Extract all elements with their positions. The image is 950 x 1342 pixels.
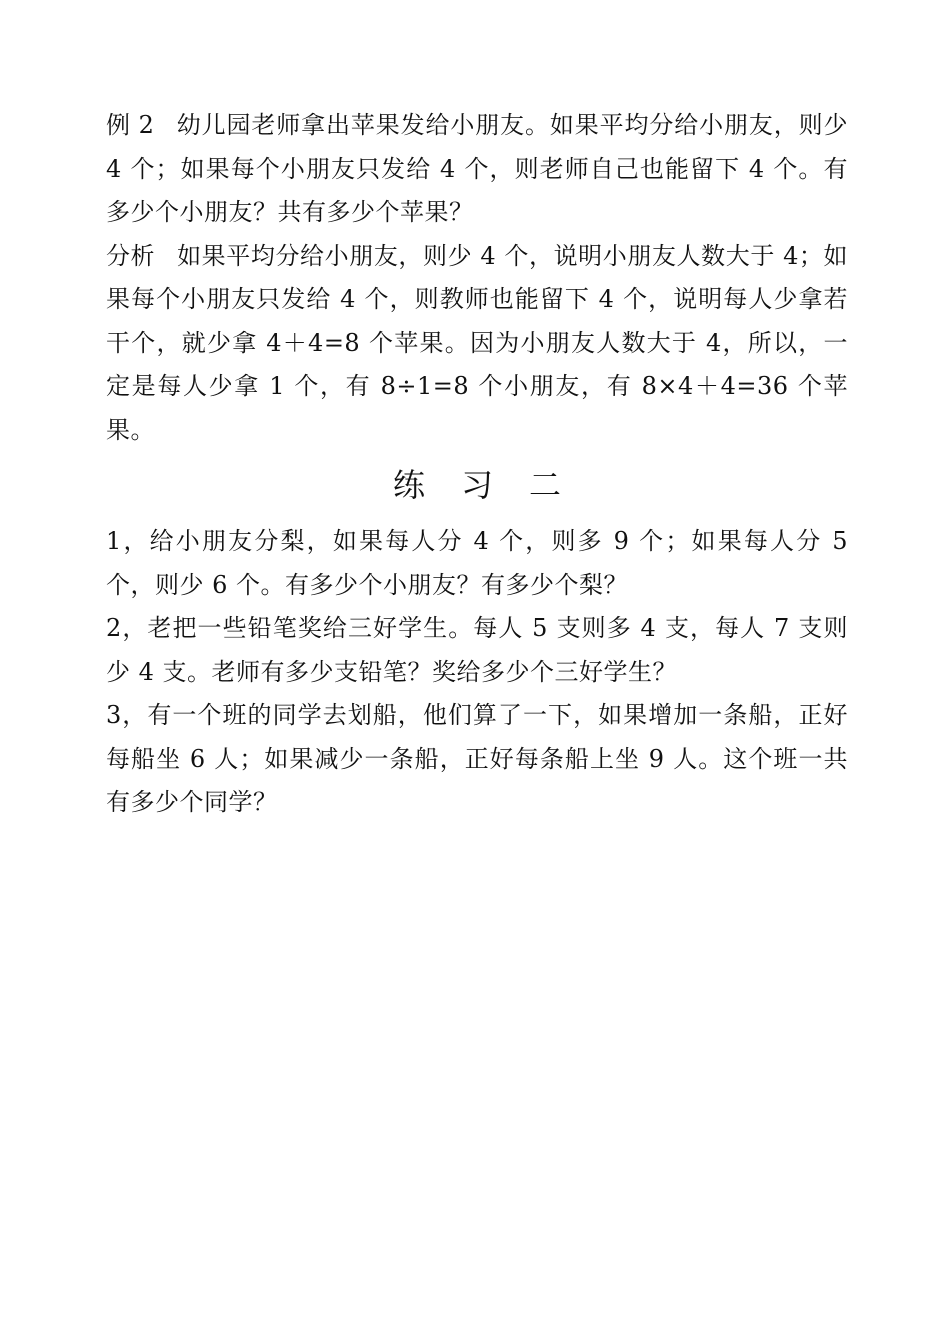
example-label: 例 2 — [106, 111, 155, 139]
example-text: 幼儿园老师拿出苹果发给小朋友。如果平均分给小朋友，则少 4 个；如果每个小朋友只发给 4 个，则老师自己也能留下 4 个。有多少个小朋友？共有多少个苹果？ — [106, 111, 848, 226]
exercise-item: 2，老把一些铅笔奖给三好学生。每人 5 支则多 4 支，每人 7 支则少 4 支。老师有多少支铅笔？奖给多少个三好学生？ — [106, 614, 848, 686]
exercise-item: 1，给小朋友分梨，如果每人分 4 个，则多 9 个；如果每人分 5 个，则少 6 个。有多少个小朋友？有多少个梨？ — [106, 527, 848, 599]
document-page — [106, 104, 848, 825]
analysis-paragraph — [106, 235, 848, 453]
exercise-item: 3，有一个班的同学去划船，他们算了一下，如果增加一条船，正好每船坐 6 人；如果减少一条船，正好每条船上坐 9 人。这个班一共有多少个同学？ — [106, 701, 848, 816]
exercise-title: 练习二 — [392, 466, 597, 504]
analysis-label: 分析 — [106, 241, 155, 270]
example-paragraph — [106, 104, 848, 235]
analysis-text: 如果平均分给小朋友，则少 4 个，说明小朋友人数大于 4；如果每个小朋友只发给 4 个，则教师也能留下 4 个，说明每人少拿若干个，就少拿 4＋4=8 个苹果。因为小朋友人数大于 4，所以，一定是每人少拿 1 个，有 8÷1=8 个小朋友，有 8×4＋4=36 个苹果。 — [106, 241, 848, 444]
